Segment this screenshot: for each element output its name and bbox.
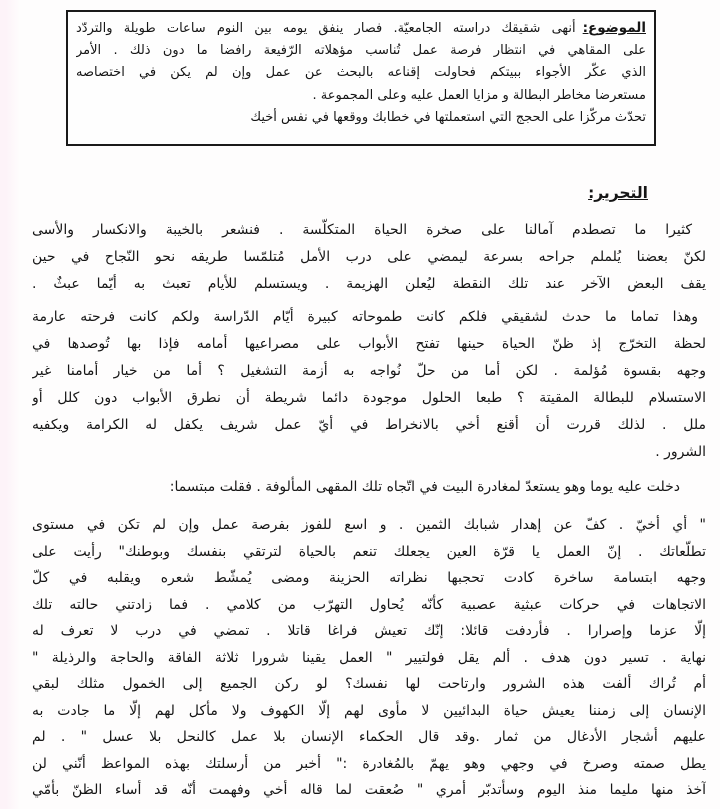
topic-line-2: على المقاهي في انتظار فرصة عمل تُناسب مؤهلاته الرّفيعة رافضا ما دون ذلك . الأمر bbox=[76, 42, 646, 58]
topic-line-3: الذي عكّر الأجواء ببيتكم فحاولت إقناعه بالبحث عن عمل وإن لم يكن في اختصاصه bbox=[76, 65, 646, 80]
text-line: وجهه ابتسامة ساخرة كادت تحجبها نظراته الحزينة ومضى يُمشّط شعره ويقلبه في كلّ bbox=[32, 570, 706, 586]
topic-line-5: تحدّث مركّزا على الحجج التي استعملتها في خطابك ووقعها في نفس أخيك bbox=[250, 110, 646, 125]
text-line: عليهم أشجار الأدغال من ثمار .وقد قال الحكماء الإنسان بلا عمل كالنحل بلا عسل " . لم bbox=[32, 729, 706, 745]
text-line: وجهه بقسوة مُؤلمة . لكن أما من حلّ نُواجه به أزمة التشغيل ؟ أما من خيار أمامنا غير bbox=[32, 363, 706, 379]
text-line: لكنّ بعضنا يُلملم جراحه بسرعة ليمضي على درب الأمل مُتلمّسا طريقه نحو النّجاح في حين bbox=[32, 249, 706, 265]
text-line: لحظة التخرّج إذ ظنّ الحياة حينها تفتح الأبواب على مصراعيها أمامه فإذا بها تُوصدها في bbox=[32, 336, 706, 352]
topic-line-1-text: أنهى شقيقك دراسته الجامعيّة. فصار ينفق يومه بين النوم ساعات طويلة والتردّد bbox=[76, 21, 576, 36]
section-heading-tahrir: التحرير: bbox=[588, 184, 648, 202]
text-line: تطلّعاتك . إنّ العمل يا قرّة العين يجعلك تنعم بالحياة لترتقي بنفسك وبوطنك" رأيت على bbox=[32, 543, 706, 560]
essay-paragraph-3: دخلت عليه يوما وهو يستعدّ لمغادرة البيت في اتّجاه تلك المقهى المألوفة . فقلت مبتسما: bbox=[169, 479, 680, 495]
text-line: وهذا تماما ما حدث لشقيقي فلكم كانت طموحاته كبيرة أيّام الدّراسة ولكم كانت فرحته عارمة bbox=[32, 309, 698, 325]
text-line: " أي أخيّ . كفّ عن إهدار شبابك الثمين . و اسع للفوز بفرصة عمل وإن لم تكن في مستوى bbox=[32, 517, 706, 533]
topic-box bbox=[66, 10, 656, 146]
text-line: إلّا عزما وإصرارا . فأردفت قائلا: إنّك تعيش فراغا قاتلا . تمضي في درب لا تعرف له bbox=[32, 623, 706, 639]
topic-line-1 bbox=[76, 17, 646, 40]
text-line: كثيرا ما تصطدم آمالنا على صخرة الحياة المتكلّسة . فنشعر بالخيبة والانكسار والأسى bbox=[32, 222, 692, 238]
essay-paragraph-2 bbox=[32, 304, 706, 466]
text-line: يطل صمته وصرخ في وجهي وهو يهمّ بالمُغادرة :" أخبر من أرسلتك بهذه المواعظ أنّني لن bbox=[32, 755, 706, 772]
text-line: أم تُراك ألفت هذه الشرور وارتاحت لها نفسك؟ لو ركن الجميع إلى الخمول مثلك لبقي bbox=[32, 676, 706, 692]
text-line: ملل . لذلك قررت أن أقنع أخي بالانخراط في أيّ عمل شريف يكفل له الكرامة ويكفيه bbox=[32, 417, 706, 433]
essay-paragraph-1 bbox=[32, 217, 706, 298]
topic-label: الموضوع: bbox=[582, 20, 646, 36]
topic-line-4: مستعرضا مخاطر البطالة و مزايا العمل عليه وعلى المجموعة . bbox=[312, 87, 646, 103]
text-line: الإنسان إلى زمننا يعيش حياة البدائيين لا مأوى لهم إلّا الكهوف ولا مأكل لهم إلّا ما جادت به bbox=[32, 702, 706, 719]
text-line: الشرور . bbox=[655, 444, 706, 460]
essay-paragraph-4 bbox=[32, 512, 706, 804]
text-line: نهاية . تسير دون هدف . ألم يقل فولتيير " العمل يقينا شرورا ثلاثة الفاقة والحاجة والرذيلة " bbox=[32, 649, 706, 666]
text-line: آخذ منها مليما منذ اليوم وسأتدبّر أمري " صُعقت لما قاله أخي وفهمت أنّه قد أساء الظنّ بأمّي bbox=[32, 782, 706, 798]
text-line: يقف البعض الآخر عند تلك النقطة ليُعلن الهزيمة . ويستسلم للأيام تعبث به أيّما عبثٌ . bbox=[32, 276, 706, 292]
text-line: الاتجاهات في حركات عبثية عصبية كأنّه يُحاول التهرّب من كلامي . فما زادتني حالته تلك bbox=[32, 596, 706, 613]
text-line: الاستسلام للبطالة المقيتة ؟ طبعا الحلول موجودة دائما شريطة أن نطرق الأبواب دون كلل أو bbox=[32, 390, 706, 406]
